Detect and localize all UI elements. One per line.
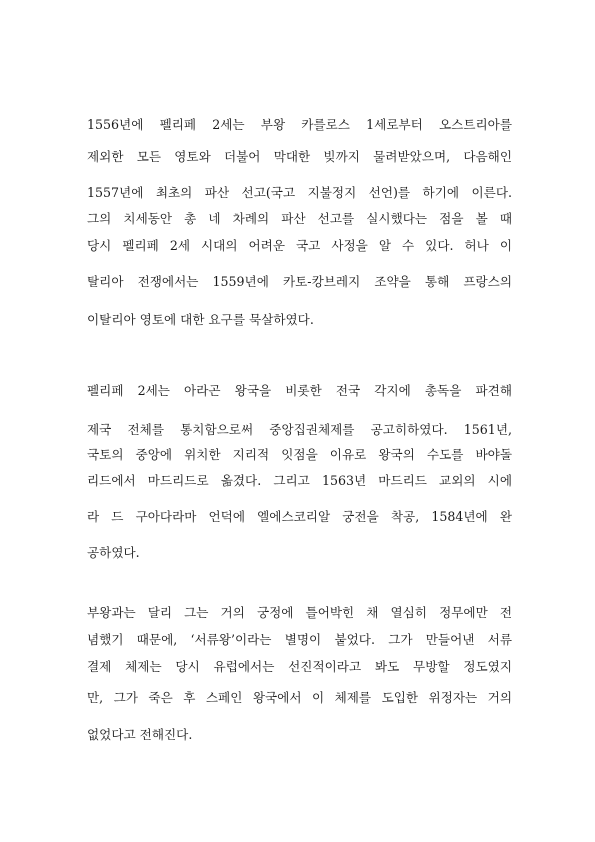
- paragraph-1-line-5: 당시 펠리페 2세 시대의 어려운 국고 사정을 알 수 있다. 허나 이: [87, 238, 512, 253]
- paragraph-2-line-3: 국토의 중앙에 위치한 지리적 잇점을 이유로 왕국의 수도를 바야돌: [87, 447, 512, 462]
- paragraph-3-line-3: 결제 체제는 당시 유럽에서는 선진적이라고 봐도 무방할 정도였지: [87, 659, 512, 674]
- paragraph-1-line-1: 1556년에 펠리페 2세는 부왕 카를로스 1세로부터 오스트리아를: [87, 117, 512, 132]
- paragraph-2-line-4: 리드에서 마드리드로 옮겼다. 그리고 1563년 마드리드 교외의 시에: [87, 473, 512, 488]
- paragraph-2-line-2: 제국 전체를 통치함으로써 중앙집권체제를 공고히하였다. 1561년,: [87, 422, 512, 437]
- paragraph-3-line-4: 만, 그가 죽은 후 스페인 왕국에서 이 체제를 도입한 위정자는 거의: [87, 690, 512, 705]
- paragraph-2-line-1: 펠리페 2세는 아라곤 왕국을 비롯한 전국 각지에 총독을 파견해: [87, 383, 512, 398]
- paragraph-3-line-1: 부왕과는 달리 그는 거의 궁정에 틀어박힌 채 열심히 정무에만 전: [87, 605, 512, 620]
- paragraph-1-line-7: 이탈리아 영토에 대한 요구를 묵살하였다.: [87, 312, 314, 327]
- paragraph-3-line-5: 없었다고 전해진다.: [87, 727, 193, 742]
- paragraph-1-line-2: 제외한 모든 영토와 더불어 막대한 빚까지 물려받았으며, 다음해인: [87, 149, 512, 164]
- paragraph-1-line-4: 그의 치세동안 총 네 차례의 파산 선고를 실시했다는 점을 볼 때: [87, 211, 512, 226]
- paragraph-1-line-3: 1557년에 최초의 파산 선고(국고 지불정지 선언)를 하기에 이른다.: [87, 185, 512, 200]
- paragraph-2-line-5: 라 드 구아다라마 언덕에 엘에스코리알 궁전을 착공, 1584년에 완: [87, 509, 512, 524]
- paragraph-2-line-6: 공하였다.: [87, 545, 140, 560]
- paragraph-1-line-6: 탈리아 전쟁에서는 1559년에 카토-캉브레지 조약을 통해 프랑스의: [87, 274, 512, 289]
- paragraph-3-line-2: 념했기 때문에, ‘서류왕’이라는 별명이 붙었다. 그가 만들어낸 서류: [87, 632, 512, 647]
